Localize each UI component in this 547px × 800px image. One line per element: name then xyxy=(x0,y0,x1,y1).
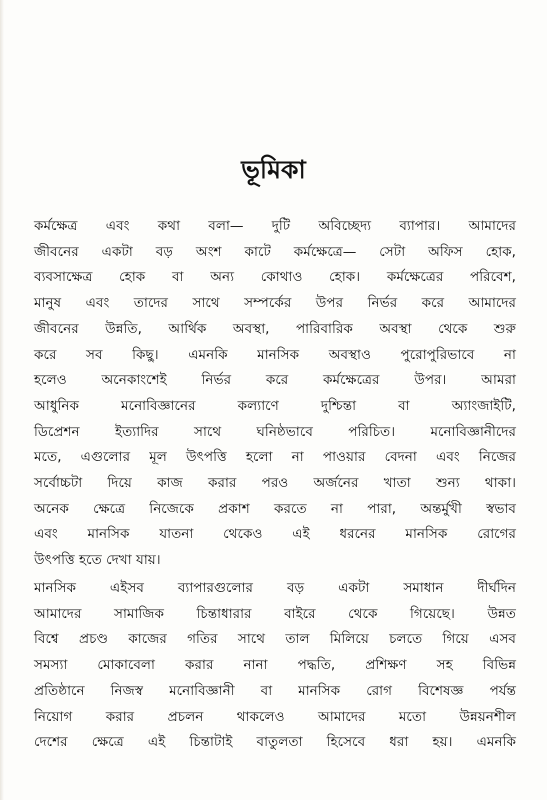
text-line: ব্যবসাক্ষেত্র হোক বা অন্য কোথাও হোক। কর্মক্ষেত্রের পরিবেশ, xyxy=(34,269,516,286)
text-line: সর্বোচ্চটা দিয়ে কাজ করার পরও অর্জনের খাতা শুন্য থাকা। xyxy=(34,475,516,492)
text-line: জীবনের উন্নতি, আর্থিক অবস্থা, পারিবারিক অবস্থা থেকে শুরু xyxy=(34,320,516,337)
text-line: সমস্যা মোকাবেলা করার নানা পদ্ধতি, প্রশিক্ষণ সহ বিভিন্ন xyxy=(34,657,516,674)
text-line: মানসিক এইসব ব্যাপারগুলোর বড় একটা সমাধান দীর্ঘদিন xyxy=(34,580,516,596)
text-line: বিশ্বে প্রচণ্ড কাজের গতির সাথে তাল মিলিয়ে চলতে গিয়ে এসব xyxy=(34,631,516,648)
text-line: হলেও অনেকাংশেই নির্ভর করে কর্মক্ষেত্রের উপর। আমরা xyxy=(34,372,516,389)
text-line: মানুষ এবং তাদের সাথে সম্পর্কের উপর নির্ভর করে আমাদের xyxy=(34,295,516,312)
text-line: দেশের ক্ষেত্রে এই চিন্তাটাই বাতুলতা হিসেবে ধরা হয়। এমনকি xyxy=(34,734,516,751)
text-line: এবং মানসিক যাতনা থেকেও এই ধরনের মানসিক রোগের xyxy=(34,526,516,543)
page-edge-shadow xyxy=(0,0,4,800)
page-title: ভূমিকা xyxy=(241,155,306,184)
text-line: আমাদের সামাজিক চিন্তাধারার বাইরে থেকে গিয়েছে। উন্নত xyxy=(34,605,516,622)
text-line: ডিপ্রেশন ইত্যাদির সাথে ঘনিষ্ঠভাবে পরিচিত। মনোবিজ্ঞানীদের xyxy=(34,423,516,440)
paragraph-1 xyxy=(34,214,516,574)
text-line: জীবনের একটা বড় অংশ কাটে কর্মক্ষেত্রে— সেটা অফিস হোক, xyxy=(34,243,516,260)
text-line: প্রতিষ্ঠানে নিজস্ব মনোবিজ্ঞানী বা মানসিক রোগ বিশেষজ্ঞ পর্যন্ত xyxy=(34,682,516,699)
text-line: উৎপত্তি হতে দেখা যায়। xyxy=(34,552,161,569)
text-line: অনেক ক্ষেত্রে নিজেকে প্রকাশ করতে না পারা, অন্তর্মুখী স্বভাব xyxy=(34,500,516,517)
text-line: আধুনিক মনোবিজ্ঞানের কল্যাণে দুশ্চিন্তা বা অ্যাংজাইটি, xyxy=(34,397,516,414)
text-line: করে সব কিছু। এমনকি মানসিক অবস্থাও পুরোপুরিভাবে না xyxy=(34,346,516,363)
text-line: নিয়োগ করার প্রচলন থাকলেও আমাদের মতো উন্নয়নশীল xyxy=(34,708,516,725)
text-line: কর্মক্ষেত্র এবং কথা বলা— দুটি অবিচ্ছেদ্য ব্যাপার। আমাদের xyxy=(34,218,516,234)
paragraph-2 xyxy=(34,576,516,756)
text-line: মতে, এগুলোর মূল উৎপত্তি হলো না পাওয়ার বেদনা এবং নিজের xyxy=(34,449,516,466)
